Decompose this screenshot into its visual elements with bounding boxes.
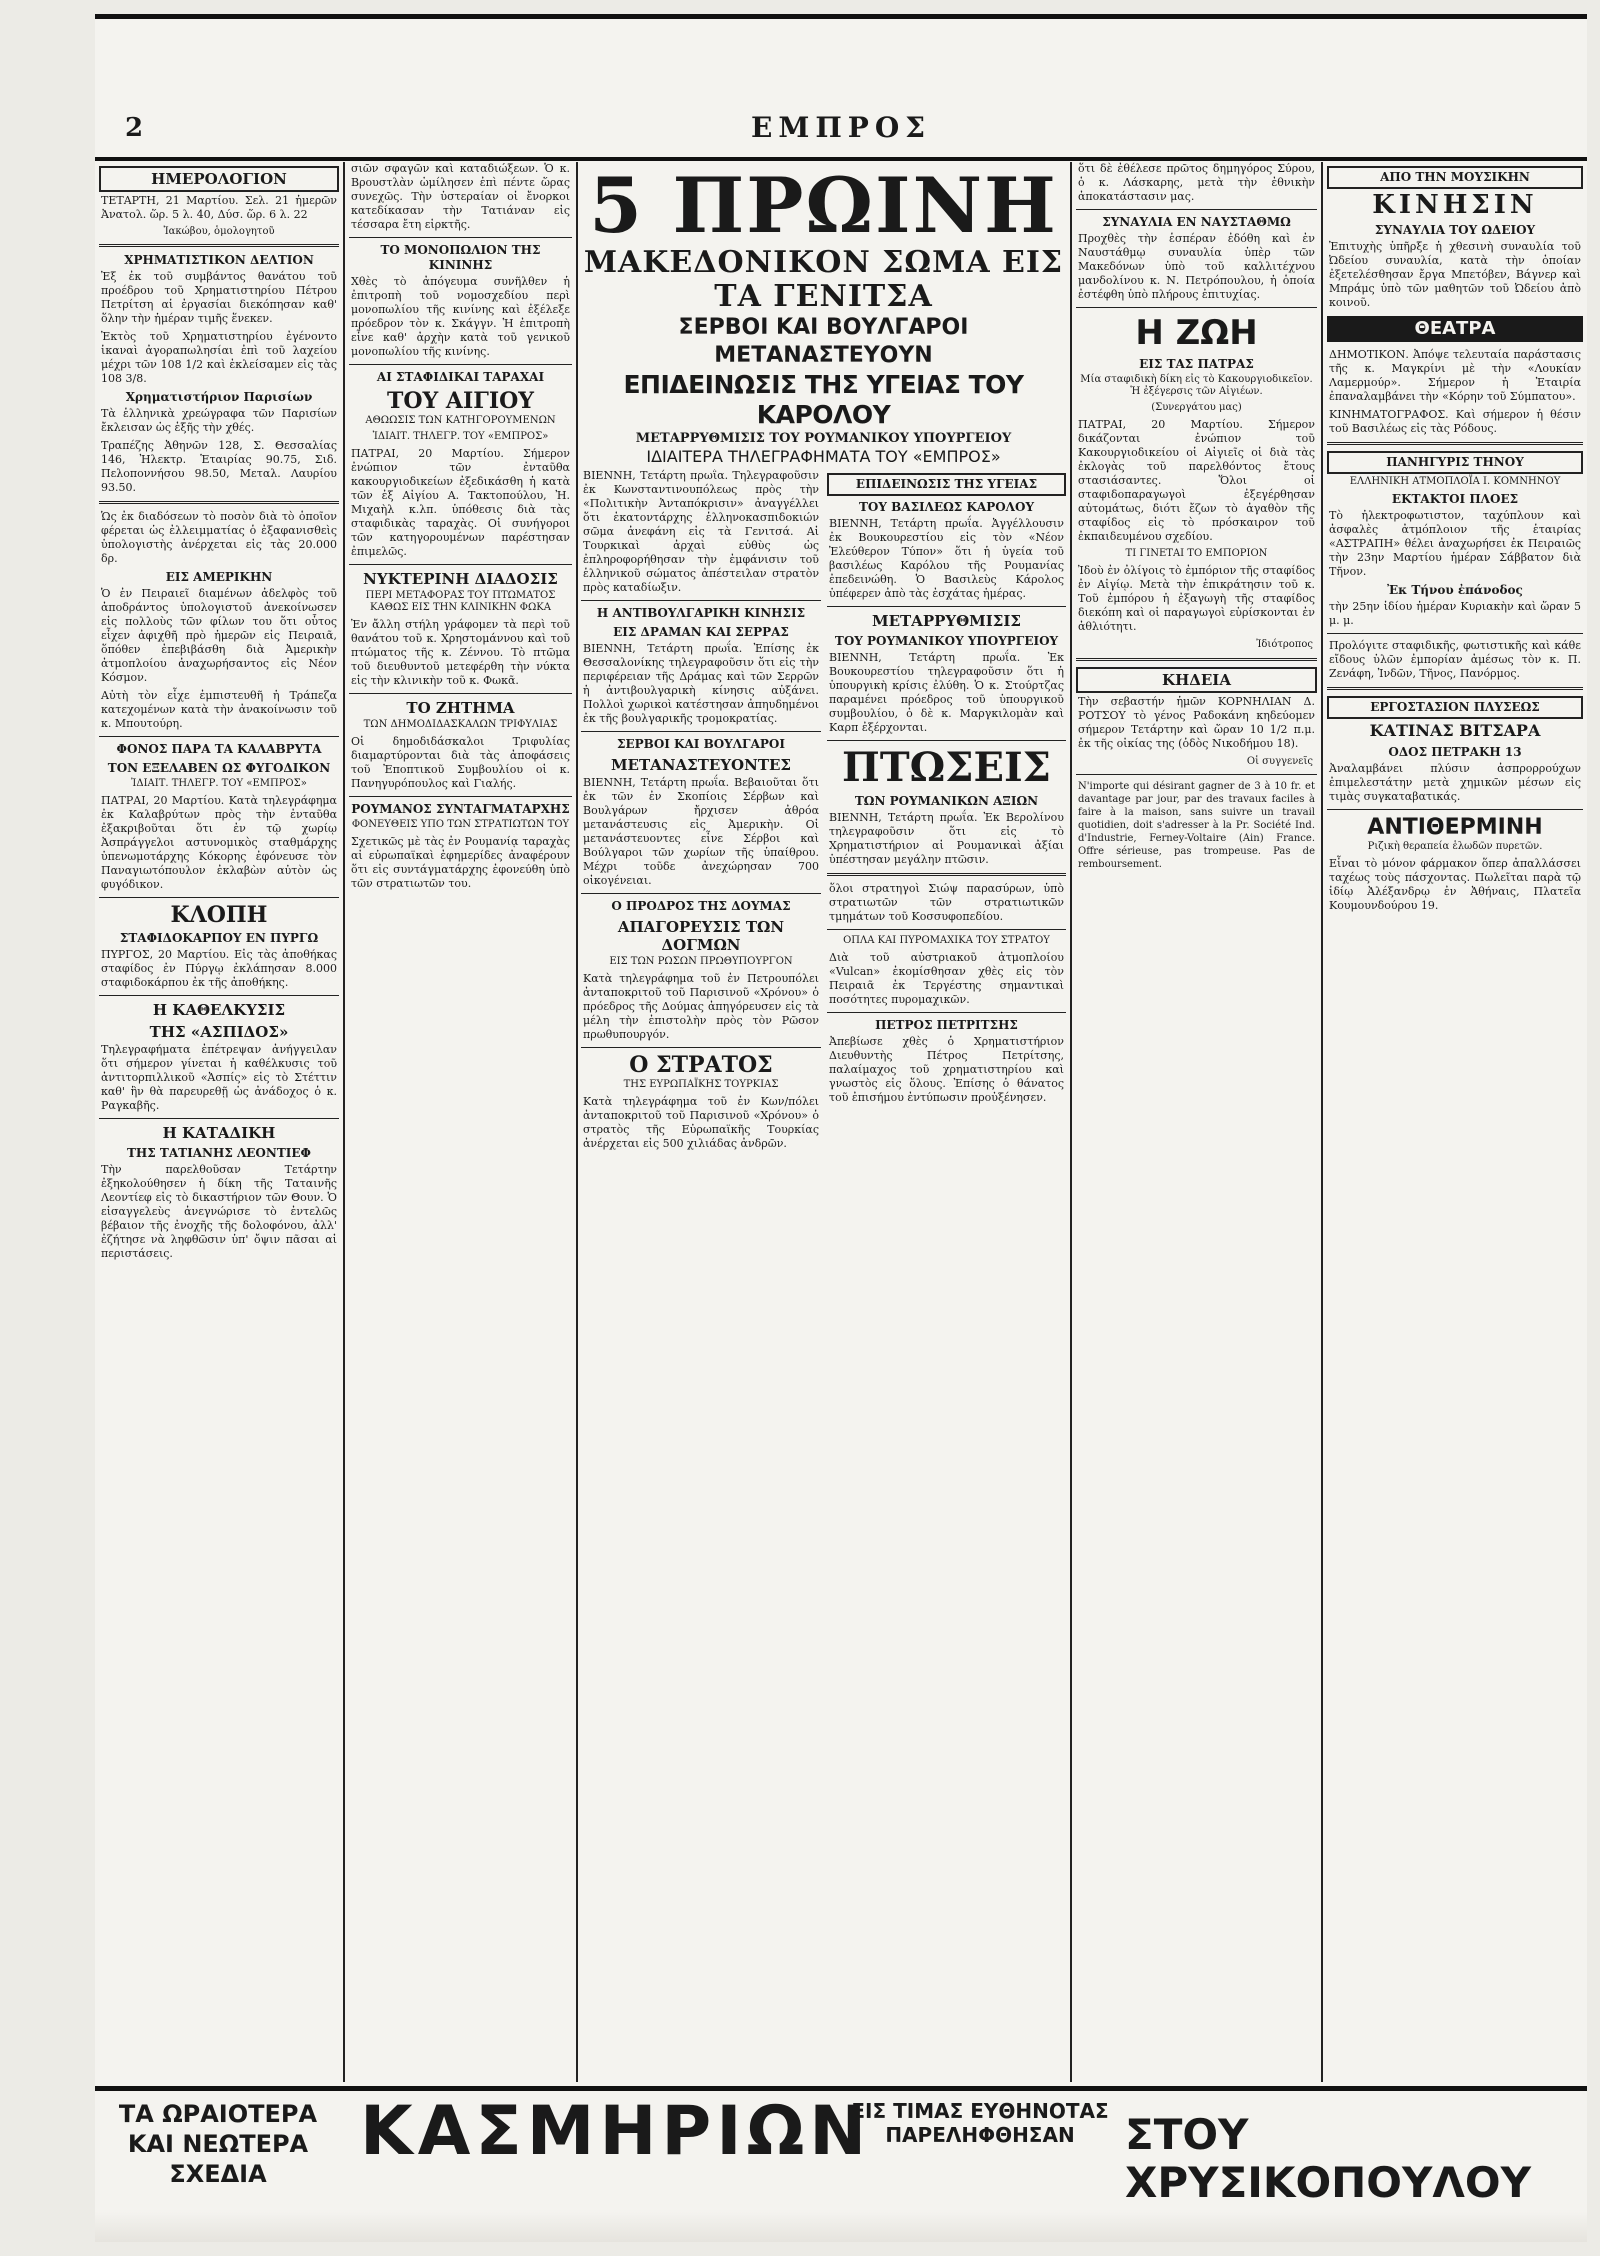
divider xyxy=(349,693,572,694)
laundry-address: ΟΔΟΣ ΠΕΤΡΑΚΗ 13 xyxy=(1388,745,1522,759)
stocks-text: ΒΙΕΝΝΗ, Τετάρτη πρωΐα. Ἐκ Βερολίνου τηλεγραφοῦσιν ὅτι εἰς τὸ Χρηματιστήριον αἱ Ρουμανικαὶ ἀξίαι ὑπέστησαν μεγάλην πτῶσιν. xyxy=(829,811,1064,866)
stocks-subheading: ΤΩΝ ΡΟΥΜΑΝΙΚΩΝ ΑΞΙΩΝ xyxy=(854,794,1039,808)
laundry-heading: ΕΡΓΟΣΤΑΣΙΟΝ ΠΛΥΣΕΩΣ xyxy=(1327,696,1583,719)
funeral-signature: Οἱ συγγενεῖς xyxy=(1246,756,1313,767)
monopoly-heading: ΤΟ ΜΟΝΟΠΩΛΙΟΝ ΤΗΣ ΚΙΝΙΝΗΣ xyxy=(380,243,541,272)
king-heading: ΕΠΙΔΕΙΝΩΣΙΣ ΤΗΣ ΥΓΕΙΑΣ xyxy=(827,473,1066,496)
divider xyxy=(349,237,572,238)
fleet-text: Διὰ τοῦ αὐστριακοῦ ἀτμοπλοίου «Vulcan» ἐκομίσθησαν χθὲς εἰς τὸν Πειραιᾶ ἐκ Τεργέστης σημαντικαὶ ποσότητες πυρομαχικῶν. xyxy=(829,951,1064,1006)
petritsis-text: Ἀπεβίωσε χθὲς ὁ Χρηματιστήριον Διευθυντὴς Πέτρος Πετρίτσης, παλαίμαχος τοῦ χρηματιστηρίου καὶ γνωστὸς εἰς ὅλους. Ἐπίσης ὁ θάνατος τοῦ ἐπισήμου ἐντύπωσιν προὐξένησεν. xyxy=(829,1035,1064,1104)
column-1 xyxy=(99,162,339,2082)
zoi-text: ΠΑΤΡΑΙ, 20 Μαρτίου. Σήμερον δικάζονται ἐνώπιον τοῦ Κακουργιοδικείου οἱ Αἰγιεῖς οἱ διὰ τὰς ἐκλογὰς τοῦ παρελθόντος ἔτους στασιάσαντες. Ὅλοι οἱ σταφιδοπαραγωγοὶ ἐξεγέρθησαν αὐτομάτως, διότι ἔζων τὸ ἀγαθὸν τῆς σταφίδος εἰς τὸ πρόσκαιρον τοῦ ἐκπαιδευμένου σχεδίου. xyxy=(1078,418,1315,543)
murder-subheading: ΤΟΝ ΕΞΕΛΑΒΕΝ ΩΣ ΦΥΓΟΔΙΚΟΝ xyxy=(107,761,331,775)
aspis-heading: Η ΚΑΘΕΛΚΥΣΙΣ xyxy=(152,1001,286,1019)
lead-hour: 5 ΠΡΩΙΝΗ xyxy=(589,162,1058,250)
america-text: Ὁ ἐν Πειραιεῖ διαμένων ἀδελφὸς τοῦ ἀποδράντος ὑπολογιστοῦ ἀνεκοίνωσεν εἰς πολλοὺς τῶν φίλων του ὅτι οὗτος εἶχεν ἀφιχθῆ πρὸ ἡμερῶν εἰς Πειραιᾶ, ὅπόθεν ἐπεβιβάσθη διὰ Ἀμερικὴν ἀτμοπλοίου ἀναχωρήσαντος εἰς Νέον Κόσμον. xyxy=(101,587,337,684)
army-heading: Ο ΣΤΡΑΤΟΣ xyxy=(629,1052,773,1078)
meeting-text: Προχθὲς τὴν ἑσπέραν ἐδόθη καὶ ἐν Ναυστάθμῳ συναυλία ὑπὲρ τῶν Μακεδόνων ὑπὸ τοῦ καλλιτέχνου μανδολίνου κ. Ν. Πετρόπουλου, ἡ ὁποία ἐστέφθη ὑπὸ πλήρους ἐπιτυχίας. xyxy=(1078,232,1315,301)
column-rule xyxy=(1070,162,1072,2082)
aspis-text: Τηλεγραφήματα ἐπέτρεψαν ἀνήγγειλαν ὅτι σήμερον γίνεται ἡ καθέλκυσις τοῦ ἀντιτορπιλλικοῦ «Ἀσπίς» εἰς τὸ Στέττιν καθ' ἣν θὰ παρευρεθῇ ὡς ἀνάδοχος ὁ κ. Ραγκαβῆς. xyxy=(101,1043,337,1112)
antithermini-subheading: Ριζικὴ θεραπεία ἑλωδῶν πυρετῶν. xyxy=(1367,841,1543,852)
divider xyxy=(581,893,821,894)
theft-heading: ΚΛΟΠΗ xyxy=(170,902,268,928)
page-bottom-margin xyxy=(95,2212,1587,2242)
funeral-text: Τὴν σεβαστήν ἡμῶν ΚΟΡΝΗΛΙΑΝ Δ. ΡΟΤΣΟΥ τὸ γένος Ραδοκάνη κηδεύομεν σήμερον Τετάρτην καὶ ὥραν 10 1/2 π.μ. ἐκ τῆς οἰκίας της (ὁδὸς Νικοδήμου 18). xyxy=(1078,695,1315,750)
dogs-subheading: ΑΠΑΓΟΡΕΥΣΙΣ ΤΩΝ ΔΟΓΜΩΝ xyxy=(617,918,785,954)
murder-tag: ἸΔΙΑΙΤ. ΤΗΛΕΓΡ. ΤΟΥ «ΕΜΠΡΟΣ» xyxy=(131,778,307,789)
romanos-heading: ΡΟΥΜΑΝΟΣ ΣΥΝΤΑΓΜΑΤΑΡΧΗΣ xyxy=(351,802,570,816)
drama-text: ΒΙΕΝΝΗ, Τετάρτη πρωΐα. Ἐπίσης ἐκ Θεσσαλονίκης τηλεγραφοῦσιν ὅτι εἰς τὴν περιφέρειαν τῆς Δράμας καὶ τῶν Σερρῶν ἡ ἀντιβουλγαρικὴ κίνησις αὐξάνει. Πολλοὶ χωρικοὶ κατέστησαν ἀπηυδημένοι ἐκ τῆς βουλγαρικῆς τρομοκρατίας. xyxy=(583,642,819,725)
market-heading: ΧΡΗΜΑΤΙΣΤΙΚΟΝ ΔΕΛΤΙΟΝ xyxy=(124,253,314,267)
divider xyxy=(349,364,572,365)
divider xyxy=(1076,774,1317,775)
tatiani-heading: Η ΚΑΤΑΔΙΚΗ xyxy=(162,1124,276,1142)
column-2 xyxy=(349,162,572,2082)
murder-heading: ΦΟΝΟΣ ΠΑΡΑ ΤΑ ΚΑΛΑΒΡΥΤΑ xyxy=(116,742,322,756)
divider xyxy=(1327,633,1583,634)
divider xyxy=(99,897,339,898)
paris-heading: Χρηματιστήριον Παρισίων xyxy=(125,390,313,404)
meeting-heading: ΣΥΝΑΥΛΙΑ ΕΝ ΝΑΥΣΤΑΘΜΩ xyxy=(1102,215,1291,229)
america-heading: ΕΙΣ ΑΜΕΡΙΚΗΝ xyxy=(165,570,273,584)
divider xyxy=(349,564,572,565)
divider xyxy=(827,606,1066,607)
dogs-heading: Ο ΠΡΟΔΡΟΣ ΤΗΣ ΔΟΥΜΑΣ xyxy=(611,899,791,913)
reform-heading: ΜΕΤΑΡΡΥΘΜΙΣΙΣ xyxy=(871,612,1022,630)
army-subheading: ΤΗΣ ΕΥΡΩΠΑΪΚΗΣ ΤΟΥΡΚΙΑΣ xyxy=(623,1079,779,1090)
laundry-name: ΚΑΤΙΝΑΣ ΒΙΤΣΑΡΑ xyxy=(1369,721,1541,740)
aigio-heading: ΑΙ ΣΤΑΦΙΔΙΚΑΙ ΤΑΡΑΧΑΙ xyxy=(376,370,545,384)
divider xyxy=(581,731,821,732)
night-heading: ΝΥΚΤΕΡΙΝΗ ΔΙΑΔΟΣΙΣ xyxy=(363,570,558,588)
newspaper-title: ΕΜΠΡΟΣ xyxy=(750,111,932,144)
serbs-subheading: ΜΕΤΑΝΑΣΤΕΥΟΝΤΕΣ xyxy=(610,756,792,774)
divider xyxy=(99,244,339,247)
king-text: ΒΙΕΝΝΗ, Τετάρτη πρωΐα. Ἀγγέλλουσιν ἐκ Βουκουρεστίου εἰς τὸν «Νέον Ἐλεύθερον Τύπον» ὅτι ἡ ὑγεία τοῦ βασιλέως Καρόλου τῆς Ρουμανίας ἐπεδεινώθη. Ὁ Βασιλεὺς Κάρολος ὑπέφερεν ἀπὸ τὰς ἐσχάτας ἡμέρας. xyxy=(829,517,1064,600)
theatres-text: ΔΗΜΟΤΙΚΟΝ. Ἀπόψε τελευταία παράστασις τῆς κ. Μαγκρίνι μὲ τὴν «Λουκίαν Λαμερμούρ». Σήμερον ἡ Ἑταιρία ἐπαναλαμβάνει τὴν «Κόρην τοῦ Σύμπατου». xyxy=(1329,348,1581,403)
tinos-return-heading: Ἐκ Τήνου ἐπάνοδος xyxy=(1387,583,1523,597)
divider xyxy=(1076,658,1317,661)
reform-subheading: ΤΟΥ ΡΟΥΜΑΝΙΚΟΥ ΥΠΟΥΡΓΕΙΟΥ xyxy=(834,634,1059,648)
aigio-tag: ἸΔΙΑΙΤ. ΤΗΛΕΓΡ. ΤΟΥ «ΕΜΠΡΟΣ» xyxy=(372,431,549,442)
lead-text: ΒΙΕΝΝΗ, Τετάρτη πρωΐα. Τηλεγραφοῦσιν ἐκ Κωνσταντινουπόλεως πρὸς τὴν «Πολιτικὴν Ἀνταπόκρισιν» ἀναγγέλλει ὅτι ἑκατοντάρχης ἑλληνοκασπιδοκιών σῶμα ἀνεφάνη εἰς τὰ Γενιτσά. Αἱ Τουρκικαὶ ἀρχαὶ εὐθὺς ὡς ἐπληροφορήθησαν τὴν ἐμφάνισιν τοῦ ἑλληνικοῦ σώματος ἀπέστειλαν στρατὸν πρὸς καταδίωξιν. xyxy=(583,469,819,594)
market-heading: ΤΙ ΓΙΝΕΤΑΙ ΤΟ ΕΜΠΟΡΙΟΝ xyxy=(1125,548,1268,559)
music-heading-big: ΚΙΝΗΣΙΝ xyxy=(1372,190,1538,220)
zoi-subheading: ΕΙΣ ΤΑΣ ΠΑΤΡΑΣ xyxy=(1139,357,1254,371)
night-subheading: ΠΕΡΙ ΜΕΤΑΦΟΡΑΣ ΤΟΥ ΠΤΩΜΑΤΟΣ ΚΑΘΩΣ ΕΙΣ ΤΗΝ ΚΛΙΝΙΚΗΝ ΦΩΚΑ xyxy=(365,590,556,613)
america-text-2: Αὐτὴ τὸν εἶχε ἐμπιστευθῆ ἡ Τράπεζα κατεχομένων κατὰ τὴν ἀνακοίνωσιν τοῦ κ. Μπουτούρη. xyxy=(101,689,337,730)
tinos-return-text: τὴν 25ην ἰδίου ἡμέραν Κυριακὴν καὶ ὥραν 5 μ. μ. xyxy=(1329,600,1581,627)
divider xyxy=(99,1118,339,1119)
aigio-subheading: ΑΘΩΩΣΙΣ ΤΩΝ ΚΑΤΗΓΟΡΟΥΜΕΝΩΝ xyxy=(365,415,556,426)
market-text: Ἐξ ἐκ τοῦ συμβάντος θανάτου τοῦ προέδρου τοῦ Χρηματιστηρίου Πέτρου Πετρίτση αἱ ἐργασίαι διεκόπησαν καθ' ὅλην τὴν ἡμέραν τιμῆς ἕνεκεν. xyxy=(101,270,337,325)
divider xyxy=(1327,809,1583,810)
stocks-heading: ΠΤΩΣΕΙΣ xyxy=(842,744,1051,791)
divider xyxy=(99,501,339,504)
aigio-heading-2: ΤΟΥ ΑΙΓΙΟΥ xyxy=(386,388,535,414)
zoi-subheading-2: Μία σταφιδικὴ δίκη εἰς τὸ Κακουργιοδικεῖον. Ἡ ἐξέγερσις τῶν Αἰγιέων. xyxy=(1080,374,1313,397)
calendar-text: ΤΕΤΑΡΤΗ, 21 Μαρτίου. Σελ. 21 ἡμερῶν Ἀνατολ. ὥρ. 5 λ. 40, Δύσ. ὥρ. 6 λ. 22 xyxy=(101,194,337,221)
loan-text: Ὡς ἐκ διαδόσεων τὸ ποσὸν διὰ τὸ ὁποῖον φέρεται ὡς ἐλλειμματίας ὁ ἐξαφανισθεὶς ὑπολογιστὴς ἀνέρχεται εἰς τὰς 20.000 δρ. xyxy=(101,510,337,565)
gerontes-text: ὅλοι στρατηγοὶ Σιώψ παρασύρων, ὑπὸ στρατιωτῶν τῶν στρατιωτικῶν τμημάτων τοῦ Κοσσυφοπεδίου. xyxy=(829,882,1064,923)
tinos-text: Τὸ ἠλεκτροφωτιστον, ταχύπλουν καὶ ἀσφαλὲς ἀτμόπλοιον τῆς ἑταιρίας «ΑΣΤΡΑΠΗ» θέλει ἀναχωρήσει ἐκ Πειραιῶς τὴν 23ην Μαρτίου ἡμέραν Σάββατον διὰ Τῆνον. xyxy=(1329,509,1581,578)
paris-values: Τραπέζης Ἀθηνῶν 128, Σ. Θεσσαλίας 146, Ἠλεκτρ. Ἑταιρίας 90.75, Σιδ. Πελοποννήσου 98.50, Μεταλ. Λαυρίου 93.50. xyxy=(101,439,337,494)
divider xyxy=(1327,442,1583,445)
divider xyxy=(581,1047,821,1048)
column-rule xyxy=(576,162,578,2082)
zitima-text: Οἱ δημοδιδάσκαλοι Τριφυλίας διαμαρτύρονται διὰ τὰς ἀποφάσεις τοῦ Ἐποπτικοῦ Συμβουλίου οἱ κ. Πανηγυρόπουλος καὶ Γιαλής. xyxy=(351,735,570,790)
fleet-heading: ΟΠΛΑ ΚΑΙ ΠΥΡΟΜΑΧΙΚΑ ΤΟΥ ΣΤΡΑΤΟΥ xyxy=(843,935,1050,946)
antithermini-heading: ΑΝΤΙΘΕΡΜΙΝΗ xyxy=(1367,815,1543,840)
calendar-heading: ΗΜΕΡΟΛΟΓΙΟΝ xyxy=(99,166,339,192)
lead-subheading-1: ΣΕΡΒΟΙ ΚΑΙ ΒΟΥΛΓΑΡΟΙ ΜΕΤΑΝΑΣΤΕΥΟΥΝ xyxy=(678,315,969,368)
drama-heading: Η ΑΝΤΙΒΟΥΛΓΑΡΙΚΗ ΚΙΝΗΣΙΣ xyxy=(596,606,806,620)
top-rule xyxy=(95,14,1587,19)
divider xyxy=(1076,209,1317,210)
bottom-advert xyxy=(95,2086,1587,2207)
murder-text: ΠΑΤΡΑΙ, 20 Μαρτίου. Κατὰ τηλεγράφημα ἐκ Καλαβρύτων πρὸς τὴν ἐνταῦθα ἐξακριβοῦται ὅτι ἐν τῷ χωρίῳ Ἀσπράγγελοι αστυνομικὸς σταθμάρχης ὑπενωμοτάρχης Κόκορης ἐφόνευσε τὸν Παναγιωτόπουλον ἐκλαβὼν αὐτὸν ὡς φυγόδικον. xyxy=(101,794,337,891)
news-text: Προλόγιτε σταφιδικῆς, φωτιστικῆς καὶ κάθε εἴδους ὑλῶν ἐμπορίαν ἀμέσως τὸν κ. Π. Ζενάφη, Ἰνδῶν, Τῆνος, Πανόρμος. xyxy=(1329,639,1581,680)
market-text-2: Ἐκτὸς τοῦ Χρηματιστηρίου ἐγένοντο ἱκαναὶ ἀγοραπωλησίαι ἐπὶ τοῦ λαχείου μέχρι τῶν 108 1/2 καὶ ἐκλείσαμεν εἰς τὰς 108 3/8. xyxy=(101,330,337,385)
divider xyxy=(827,1012,1066,1013)
divider xyxy=(1076,307,1317,308)
funeral-heading: ΚΗΔΕΙΑ xyxy=(1076,667,1317,693)
market-text: Ἰδοὺ ἐν ὀλίγοις τὸ ἐμπόριον τῆς σταφίδος ἐν Αἰγίῳ. Μετὰ τὴν ἐπικράτησιν τοῦ κ. Τοῦ ἐμπόρου ἡ ἐξαγωγὴ τῆς σταφίδος διεκόπη καὶ οἱ παραγωγοὶ εὑρίσκονται ἐν ἀθλιότητι. xyxy=(1078,564,1315,633)
column-6 xyxy=(1327,162,1583,2082)
paris-text: Τὰ ἑλληνικὰ χρεώγραφα τῶν Παρισίων ἔκλεισαν ὡς ἑξῆς τὴν χθές. xyxy=(101,407,337,434)
tatiani-subheading: ΤΗΣ ΤΑΤΙΑΝΗΣ ΛΕΟΝΤΙΕΦ xyxy=(126,1146,311,1160)
advert-middle-text: ΕΙΣ ΤΙΜΑΣ ΕΥΘΗΝΟΤΑΣ ΠΑΡΕΛΗΦΘΗΣΑΝ xyxy=(851,2099,1109,2147)
romanos-text: Σχετικῶς μὲ τὰς ἐν Ρουμανίᾳ ταραχὰς αἱ εὐρωπαϊκαὶ ἐφημερίδες ἀναφέρουν ὅτι εἰς συντάγματάρχης ἐφονεύθη ὑπὸ τῶν στρατιωτῶν του. xyxy=(351,835,570,890)
romanos-subheading: ΦΟΝΕΥΘΕΙΣ ΥΠΟ ΤΩΝ ΣΤΡΑΤΙΩΤΩΝ ΤΟΥ xyxy=(351,819,570,830)
lead-subheading-3: ΜΕΤΑΡΡΥΘΜΙΣΙΣ ΤΟΥ ΡΟΥΜΑΝΙΚΟΥ ΥΠΟΥΡΓΕΙΟΥ xyxy=(635,431,1012,446)
column-5 xyxy=(1076,162,1317,2082)
laundry-text: Ἀναλαμβάνει πλύσιν ἀσπρορρούχων ἐπιμελεστάτην μετὰ χημικῶν μέσων εἰς τιμὰς συγκαταβατικάς. xyxy=(1329,762,1581,803)
lead-headline: ΜΑΚΕΔΟΝΙΚΟΝ ΣΩΜΑ ΕΙΣ ΤΑ ΓΕΝΙΤΣΑ xyxy=(583,245,1064,314)
divider xyxy=(99,995,339,996)
serbs-heading: ΣΕΡΒΟΙ ΚΑΙ ΒΟΥΛΓΑΡΟΙ xyxy=(617,737,785,751)
divider xyxy=(99,736,339,737)
signature: Ἰδιότροπος xyxy=(1256,639,1313,650)
newspaper-page xyxy=(95,14,1587,2242)
column-rule xyxy=(1321,162,1323,2082)
tinos-subheading: ΕΛΛΗΝΙΚΗ ΑΤΜΟΠΛΟΪΑ Ι. ΚΟΜΝΗΝΟΥ xyxy=(1349,476,1561,487)
tinos-subheading-2: ΕΚΤΑΚΤΟΙ ΠΛΟΕΣ xyxy=(1391,492,1519,506)
lead-subheading-2: ΕΠΙΔΕΙΝΩΣΙΣ ΤΗΣ ΥΓΕΙΑΣ ΤΟΥ ΚΑΡΟΛΟΥ xyxy=(623,370,1024,429)
night-text: Ἐν ἄλλη στήλη γράφομεν τὰ περὶ τοῦ θανάτου τοῦ κ. Χρηστομάννου καὶ τοῦ πτώματος τῆς κ. Ζέννου. Τὸ πτῶμα τοῦ διευθυντοῦ μετεφέρθη τὴν νύκτα εἰς τὴν κλινικὴν τοῦ κ. Φωκᾶ. xyxy=(351,618,570,687)
petritsis-heading: ΠΕΤΡΟΣ ΠΕΤΡΙΤΣΗΣ xyxy=(875,1018,1018,1032)
dogs-subheading-2: ΕΙΣ ΤΩΝ ΡΩΣΩΝ ΠΡΩΘΥΠΟΥΡΓΟΝ xyxy=(609,956,793,967)
page-number: 2 xyxy=(125,113,144,143)
french-advert: N'importe qui désirant gagner de 3 à 10 fr. et davantage par jour, par des travaux faciles à faire à la maison, sans suivre un travail quotidien, doit s'adresser à la Pr. Société Ind. d'Industrie, Ferney-Voltaire (Ain) France. Offre sérieuse, pas trompeuse. Pas de remboursement. xyxy=(1078,781,1315,870)
theatres-heading: ΘΕΑΤΡΑ xyxy=(1327,316,1583,342)
theft-text: ΠΥΡΓΟΣ, 20 Μαρτίου. Εἰς τὰς ἀποθήκας σταφίδος ἐν Πύργῳ ἐκλάπησαν 8.000 σταφιδοκάρπου ἐκ τῆς ἀποθήκης. xyxy=(101,948,337,989)
advert-shop-name: ΣΤΟΥ ΧΡΥΣΙΚΟΠΟΥΛΟΥ xyxy=(1125,2110,1532,2207)
column-4 xyxy=(827,469,1066,2082)
army-text: Κατὰ τηλεγράφημα τοῦ ἐν Κων/πόλει ἀνταποκριτοῦ τοῦ Παρισινοῦ «Χρόνου» ὁ στρατὸς τῆς Εὐρωπαϊκῆς Τουρκίας ἀνέρχεται εἰς 500 χιλιάδας ἀνδρῶν. xyxy=(583,1095,819,1150)
divider xyxy=(349,796,572,797)
advert-left-text: ΤΑ ΩΡΑΙΟΤΕΡΑ ΚΑΙ ΝΕΩΤΕΡΑ ΣΧΕΔΙΑ xyxy=(118,2100,318,2188)
theft-subheading: ΣΤΑΦΙΔΟΚΑΡΠΟΥ ΕΝ ΠΥΡΓΩ xyxy=(119,931,319,945)
calendar-saint: Ἰακώβου, ὁμολογητοῦ xyxy=(163,226,275,237)
divider xyxy=(827,740,1066,741)
drama-subheading: ΕΙΣ ΔΡΑΜΑΝ ΚΑΙ ΣΕΡΡΑΣ xyxy=(613,625,789,639)
tinos-heading: ΠΑΝΗΓΥΡΙΣ ΤΗΝΟΥ xyxy=(1327,451,1583,474)
cinema-text: ΚΙΝΗΜΑΤΟΓΡΑΦΟΣ. Καὶ σήμερον ἡ θέσιν τοῦ Βασιλέως εἰς τὰς Ρόδους. xyxy=(1329,408,1581,435)
divider xyxy=(827,873,1066,876)
music-heading: ΑΠΟ ΤΗΝ ΜΟΥΣΙΚΗΝ xyxy=(1327,166,1583,189)
column-rule xyxy=(343,162,345,2082)
intro-text: ὅτι δὲ ἐθέλεσε πρῶτος δημηγόρος Σύρου, ὁ κ. Λάσκαρης, μετὰ τὴν ἐθνικὴν ἀποκατάστασιν μας. xyxy=(1078,162,1315,203)
lead-story-header xyxy=(581,162,1066,462)
divider xyxy=(827,929,1066,930)
aspis-heading-2: ΤΗΣ «ΑΣΠΙΔΟΣ» xyxy=(149,1023,289,1041)
intro-text: σιῶν σφαγῶν καὶ καταδιώξεων. Ὁ κ. Βρουστλὰν ὡμίλησεν ἐπὶ πέντε ὥρας συνεχῶς. Τὴν ὑστεραίαν οἱ ἔνορκοι κατεδίκασαν τὴν Τατιάναν εἰς τέσσαρα ἔτη εἱρκτῆς. xyxy=(351,162,570,231)
masthead xyxy=(95,109,1587,161)
zoi-heading: Η ΖΩΗ xyxy=(1135,313,1258,353)
reform-text: ΒΙΕΝΝΗ, Τετάρτη πρωΐα. Ἐκ Βουκουρεστίου τηλεγραφοῦσιν ὅτι ἡ ὑπουργικὴ κρίσις ἐλύθη. Ὁ κ. Στούρτζας παραμένει πρόεδρος τοῦ ὑπουργικοῦ συμβουλίου, ὁ δὲ κ. Μαργκιλομὰν καὶ Καρπ ἐξέρχονται. xyxy=(829,651,1064,734)
zitima-heading: ΤΟ ΖΗΤΗΜΑ xyxy=(406,699,515,717)
zitima-subheading: ΤΩΝ ΔΗΜΟΔΙΔΑΣΚΑΛΩΝ ΤΡΙΦΥΛΙΑΣ xyxy=(363,719,558,730)
aigio-text: ΠΑΤΡΑΙ, 20 Μαρτίου. Σήμερον ἐνώπιον τῶν ἐνταῦθα κακουργιοδικείων ἐξεδικάσθη ἡ κατὰ τῶν ἐξ Αἰγίου Α. Τακτοπούλου, Ἠ. Μιχαὴλ κ.λπ. ὑπόθεσις διὰ τὰς σταφιδικὰς ταραχὰς. Οἱ συνήγοροι τῶν κατηγορουμένων παρέστησαν ἐπιμελῶς. xyxy=(351,447,570,558)
music-text: Ἐπιτυχὴς ὑπῆρξε ἡ χθεσινὴ συναυλία τοῦ Ὠδείου συναυλία, κατὰ τὴν ὁποίαν ἐξετελέσθησαν ἔργα Μπετόβεν, Βάγνερ καὶ Μπράμς ὑπὸ τῶν μαθητῶν τοῦ Ὠδείου ἀπὸ κοινοῦ. xyxy=(1329,240,1581,309)
zoi-tag: (Συνεργάτου μας) xyxy=(1151,402,1242,413)
tatiani-text: Τὴν παρελθοῦσαν Τετάρτην ἐξηκολούθησεν ἡ δίκη τῆς Ταταινῆς Λεοντίεφ εἰς τὸ δικαστήριον τῶν Θουν. Ὁ εἰσαγγελεὺς ἀνεγνώρισε τὸ ἐντελῶς βέβαιον τῆς ἐνοχῆς τῆς δολοφόνου, ἀλλ' ἐζήτησε νὰ ληφθῶσιν ὑπ' ὄψιν πᾶσαι αἱ περιστάσεις. xyxy=(101,1163,337,1260)
serbs-text: ΒΙΕΝΝΗ, Τετάρτη πρωΐα. Βεβαιοῦται ὅτι ἐκ τῶν ἐν Σκοπίοις Σέρβων καὶ Βουλγάρων ἤρχισεν ἀθρόα μετανάστευσις εἰς Ἀμερικὴν. Οἱ μετανάστευοντες εἶνε Σέρβοι καὶ Βούλγαροι τῶν χωρίων τῆς ὑπαίθρου. Μέχρι τοῦδε ἀνεχώρησαν 700 οἰκογένειαι. xyxy=(583,776,819,887)
antithermini-text: Εἶναι τὸ μόνον φάρμακον ὅπερ ἀπαλλάσσει ταχέως τοὺς πάσχοντας. Πωλεῖται παρὰ τῷ ἰδίῳ Ἀλέξανδρῳ ἐν Ἀθήναις, Πλατεῖα Κουμουνδούρου 19. xyxy=(1329,857,1581,912)
lead-subheading-4: ΙΔΙΑΙΤΕΡΑ ΤΗΛΕΓΡΑΦΗΜΑΤΑ ΤΟΥ «ΕΜΠΡΟΣ» xyxy=(646,447,1001,462)
column-3 xyxy=(581,469,821,2082)
monopoly-text: Χθὲς τὸ ἀπόγευμα συνῆλθεν ἡ ἐπιτροπὴ τοῦ νομοσχεδίου περὶ μονοπωλίου τῆς κινίνης καὶ ἐξέλεξε πρόεδρον τὸν κ. Σκάγγν. Ἡ ἐπιτροπὴ εἶνε καθ' ἀρχὴν κατὰ τοῦ γενικοῦ μονοπωλίου τῆς κινίνης. xyxy=(351,275,570,358)
music-subheading: ΣΥΝΑΥΛΙΑ ΤΟΥ ΩΔΕΙΟΥ xyxy=(1374,223,1536,237)
king-subheading: ΤΟΥ ΒΑΣΙΛΕΩΣ ΚΑΡΟΛΟΥ xyxy=(858,500,1035,514)
divider xyxy=(581,600,821,601)
dogs-text: Κατὰ τηλεγράφημα τοῦ ἐν Πετρουπόλει ἀνταποκριτοῦ τοῦ Παρισινοῦ «Χρόνου» ὁ πρόεδρος τῆς Δούμας ἀπηγόρευσεν εἰς τὰ μέλη τὴν ἐπιστολὴν πρὸς τὸν Ρῶσον πρωθυπουργόν. xyxy=(583,972,819,1041)
divider xyxy=(1327,687,1583,690)
advert-headline: ΚΑΣΜΗΡΙΩΝ xyxy=(360,2092,872,2171)
